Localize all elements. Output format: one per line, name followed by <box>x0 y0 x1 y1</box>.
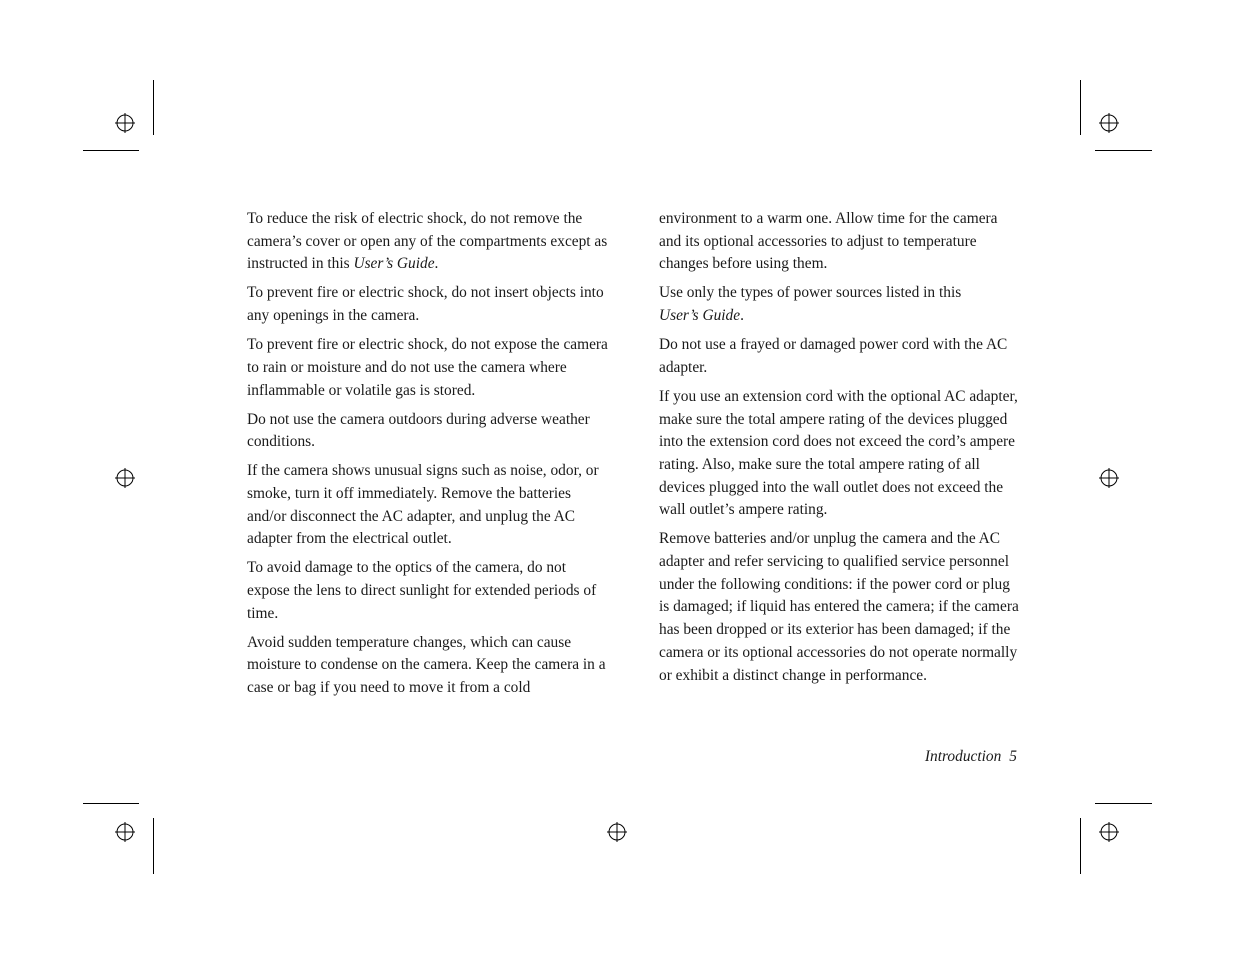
right-column <box>659 208 1021 694</box>
crop-mark <box>153 818 154 874</box>
crop-mark <box>1080 80 1081 135</box>
page-number: 5 <box>1009 748 1017 765</box>
page-footer <box>925 748 1017 766</box>
registration-mark-icon <box>1099 822 1119 842</box>
paragraph: To reduce the risk of electric shock, do not remove the camera’s cover or open any of the compartments except as instructed in this User’s Guide. <box>247 210 608 273</box>
paragraph: Avoid sudden temperature changes, which can cause moisture to condense on the camera. Keep the camera in a case or bag if you need to move it from a cold <box>247 633 606 697</box>
registration-mark-icon <box>115 113 135 133</box>
paragraph: To prevent fire or electric shock, do not expose the camera to rain or moisture and do not use the camera where inflammable or volatile gas is stored. <box>247 336 608 399</box>
paragraph: Use only the types of power sources listed in this User’s Guide. <box>659 284 962 325</box>
crop-mark <box>1080 818 1081 874</box>
registration-mark-icon <box>115 822 135 842</box>
guide-title: User’s Guide <box>659 307 741 325</box>
paragraph: Remove batteries and/or unplug the camera and the AC adapter and refer servicing to qualified service personnel under the following conditions: if the power cord or plug is damaged; if liquid has entered the camera; if the camera has been dropped or its exterior has been damaged; if the camera or its optional accessories do not operate normally or exhibit a distinct change in performance. <box>659 530 1019 684</box>
guide-title: User’s Guide <box>353 255 435 273</box>
registration-mark-icon <box>1099 113 1119 133</box>
section-name: Introduction <box>924 748 1002 765</box>
crop-mark <box>83 803 139 804</box>
crop-mark <box>1095 150 1152 151</box>
paragraph: To avoid damage to the optics of the camera, do not expose the lens to direct sunlight for extended periods of time. <box>247 559 597 622</box>
paragraph: If you use an extension cord with the optional AC adapter, make sure the total ampere rating of the devices plugged into the extension cord does not exceed the cord’s ampere rating. Also, make sure the total ampere rating of all devices plugged into the wall outlet does not exceed the wall outlet’s ampere rating. <box>659 387 1018 519</box>
paragraph: Do not use the camera outdoors during adverse weather conditions. <box>247 410 590 451</box>
paragraph: To prevent fire or electric shock, do not insert objects into any openings in the camera. <box>247 284 604 325</box>
paragraph: environment to a warm one. Allow time for the camera and its optional accessories to adjust to temperature changes before using them. <box>659 210 998 273</box>
registration-mark-icon <box>1099 468 1119 488</box>
crop-mark <box>83 150 139 151</box>
crop-mark <box>1095 803 1152 804</box>
crop-mark <box>153 80 154 135</box>
paragraph: Do not use a frayed or damaged power cord with the AC adapter. <box>659 336 1008 376</box>
registration-mark-icon <box>115 468 135 488</box>
paragraph: If the camera shows unusual signs such as noise, odor, or smoke, turn it off immediately. Remove the batteries and/or disconnect the AC adapter, and unplug the AC adapter from the electrical outlet. <box>247 462 599 548</box>
left-column <box>247 208 609 706</box>
registration-mark-icon <box>607 822 627 842</box>
